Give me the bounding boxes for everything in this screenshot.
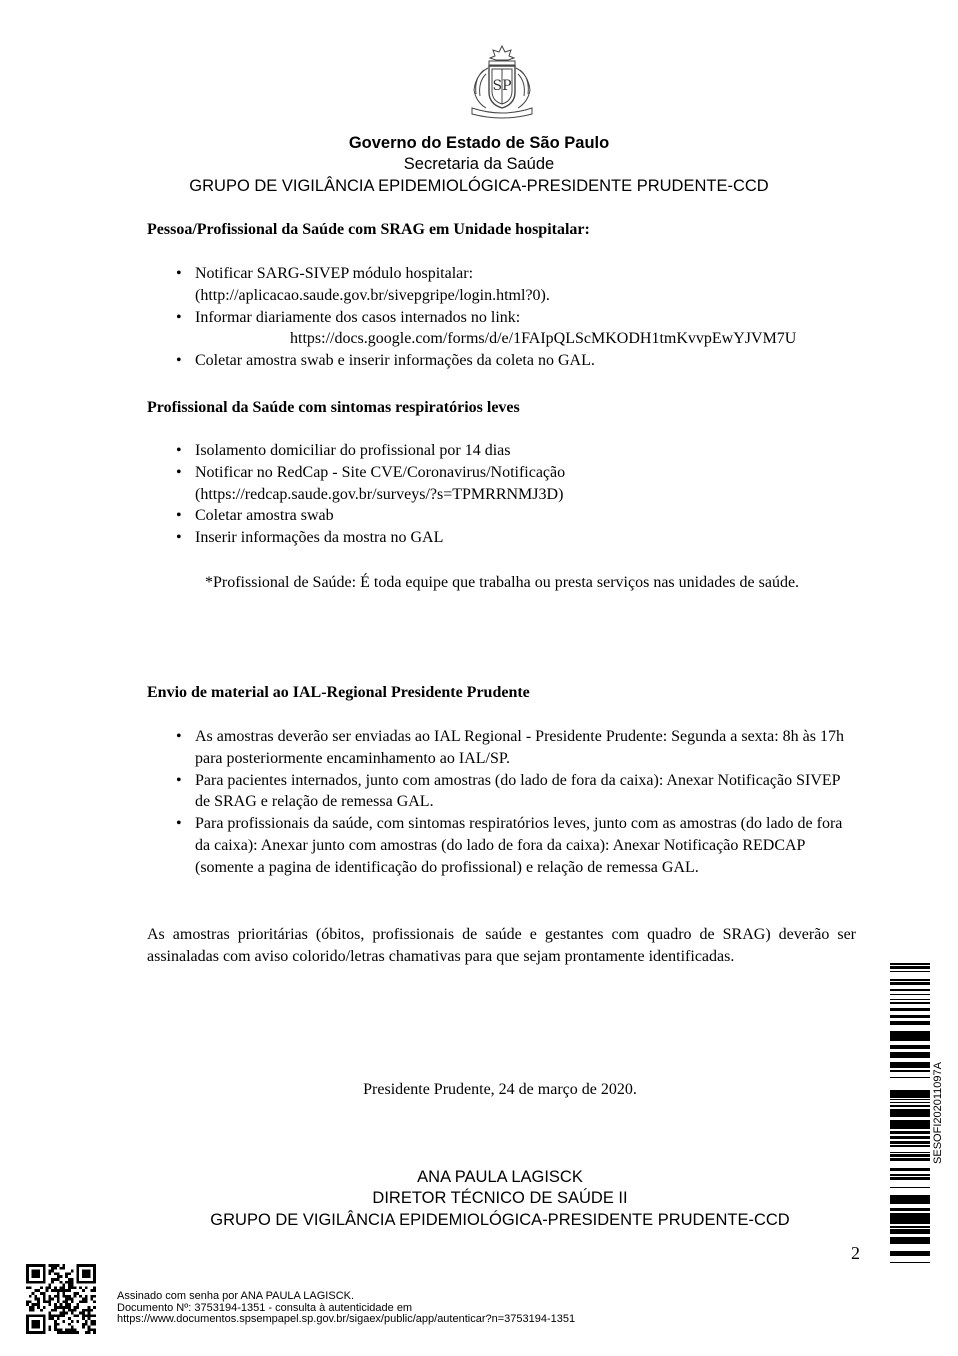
list-item: • Notificar no RedCap - Site CVE/Coronavirus/Notificação (https://redcap.saude.gov.br/surveys/?s=TPMRRNMJ3D) (195, 462, 855, 506)
google-form-link[interactable]: https://docs.google.com/forms/d/e/1FAIpQLScMKODH1tmKvvpEwYJVM7U (290, 330, 797, 348)
list-item: • Inserir informações da mostra no GAL (195, 527, 855, 549)
qr-code-icon (26, 1264, 96, 1334)
signature-footer (117, 1291, 575, 1326)
list-item: • Para pacientes internados, junto com amostras (do lado de fora da caixa): Anexar Notificação SIVEP de SRAG e relação de remessa GAL. (195, 770, 855, 814)
section1-title: Pessoa/Profissional da Saúde com SRAG em Unidade hospitalar: (147, 221, 590, 238)
header-group: GRUPO DE VIGILÂNCIA EPIDEMIOLÓGICA-PRESIDENTE PRUDENTE-CCD (189, 177, 769, 195)
header-secretariat: Secretaria da Saúde (403, 155, 555, 173)
footer-auth-link[interactable]: https://www.documentos.spsempapel.sp.gov.br/sigaex/public/app/autenticar?n=3753194-1351 (117, 1313, 576, 1325)
section3-title: Envio de material ao IAL-Regional Presidente Prudente (147, 684, 530, 701)
section3-list (195, 726, 855, 879)
section2-title: Profissional da Saúde com sintomas respiratórios leves (147, 399, 520, 416)
section1-list (195, 263, 855, 372)
list-item: • Coletar amostra swab e inserir informações da coleta no GAL. (195, 350, 855, 372)
header-government: Governo do Estado de São Paulo (348, 134, 610, 152)
section2-list (195, 440, 855, 549)
document-barcode (890, 963, 930, 1263)
footer-signed-line: Assinado com senha por ANA PAULA LAGISCK. (117, 1290, 355, 1302)
list-item: • Coletar amostra swab (195, 505, 855, 527)
redcap-link[interactable]: (https://redcap.saude.gov.br/surveys/?s=TPMRRNMJ3D) (195, 485, 564, 503)
page-number: 2 (851, 1243, 860, 1263)
barcode-label: SESOFI202011097A (932, 1062, 944, 1164)
seal-monogram: SP (492, 78, 512, 94)
date-line: Presidente Prudente, 24 de março de 2020. (363, 1081, 637, 1098)
state-seal-icon (462, 44, 542, 122)
signatory-org: GRUPO DE VIGILÂNCIA EPIDEMIOLÓGICA-PRESIDENTE PRUDENTE-CCD (210, 1211, 790, 1229)
signatory-role: DIRETOR TÉCNICO DE SAÚDE II (372, 1189, 628, 1207)
health-professional-note: *Profissional de Saúde: É toda equipe que trabalha ou presta serviços nas unidades de saúde. (205, 574, 800, 591)
signatory-name: ANA PAULA LAGISCK (417, 1168, 583, 1186)
list-item: • Notificar SARG-SIVEP módulo hospitalar: (http://aplicacao.saude.gov.br/sivepgripe/login.html?0). (195, 263, 855, 307)
list-item: • Informar diariamente dos casos internados no link: https://docs.google.com/forms/d/e/1FAIpQLScMKODH1tmKvvpEwYJVM7U (195, 307, 855, 351)
list-item: • Isolamento domiciliar do profissional por 14 dias (195, 440, 855, 462)
priority-samples-paragraph: As amostras prioritárias (óbitos, profissionais de saúde e gestantes com quadro de SRAG) deverão ser assinaladas com aviso colorido/letras chamativas para que sejam prontamente identificadas. (147, 926, 856, 965)
footer-document-line: Documento Nº: 3753194-1351 - consulta à autenticidade em (117, 1301, 413, 1314)
list-item: • Para profissionais da saúde, com sintomas respiratórios leves, junto com as amostras (do lado de fora da caixa): Anexar junto com amostras (do lado de fora da caixa): Anexar Notificação REDCAP (somente a pagina de identificação do profissional) e relação de remessa GAL. (195, 813, 855, 878)
list-item: • As amostras deverão ser enviadas ao IAL Regional - Presidente Prudente: Segunda a sexta: 8h às 17h para posteriormente encaminhamento ao IAL/SP. (195, 726, 855, 770)
